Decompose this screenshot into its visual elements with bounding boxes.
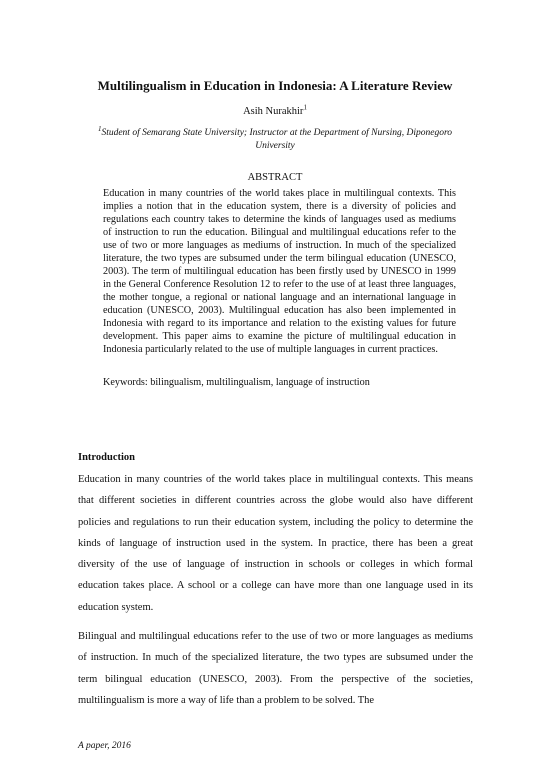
author-line — [40, 105, 510, 119]
introduction-heading: Introduction — [78, 452, 135, 463]
abstract-body: Education in many countries of the world takes place in multilingual contexts. This implies a notion that in the education system, there is a diversity of policies and regulations each country takes to determine the kinds of languages used as mediums of instruction to run the education. Bilingual and multilingual educations refer to the use of two or more languages as mediums of instruction. In much of the specialized literature, the two types are subsumed under the term bilingual education (UNESCO, 2003). The term of multilingual education has been firstly used by UNESCO in 1999 in the General Conference Resolution 12 to refer to the use of at least three languages, the mother tongue, a regional or national language and an international language in education (UNESCO, 2003). Multilingual education has also been implemented in Indonesia with regard to its importance and relation to the existing values for future development. This paper aims to examine the picture of multilingual education in Indonesia particularly related to the use of multiple languages in current practices. — [103, 188, 456, 355]
paper-title: Multilingualism in Education in Indonesia: A Literature Review — [97, 78, 453, 93]
author-affiliation-marker: 1 — [303, 103, 307, 112]
page-footer: A paper, 2016 — [78, 741, 131, 751]
affiliation-marker: 1 — [97, 124, 102, 133]
keywords-line: Keywords: bilingualism, multilingualism, language of instruction — [103, 377, 370, 388]
introduction-paragraph-1: Education in many countries of the world takes place in multilingual contexts. This means that different societies in different countries across the globe would also have different policies and regulations to run their education system, including the policy to determine the kinds of language of instruction used in the system. In practice, there has been a great diversity of the use of language of instruction in schools or colleges in which formal education takes place. A school or a college can have more than one language used in its education system. — [78, 474, 473, 613]
affiliation-text: Student of Semarang State University; Instructor at the Department of Nursing, Diponegoro University — [101, 128, 453, 151]
introduction-paragraph-2: Bilingual and multilingual educations refer to the use of two or more languages as mediums of instruction. In much of the specialized literature, the two types are subsumed under the term bilingual education (UNESCO, 2003). From the perspective of the societies, multilingualism is more a way of life than a problem to be solved. The — [78, 631, 473, 706]
author-affiliation — [90, 124, 460, 153]
abstract-heading: ABSTRACT — [247, 172, 303, 183]
author-name: Asih Nurakhir — [243, 106, 304, 117]
